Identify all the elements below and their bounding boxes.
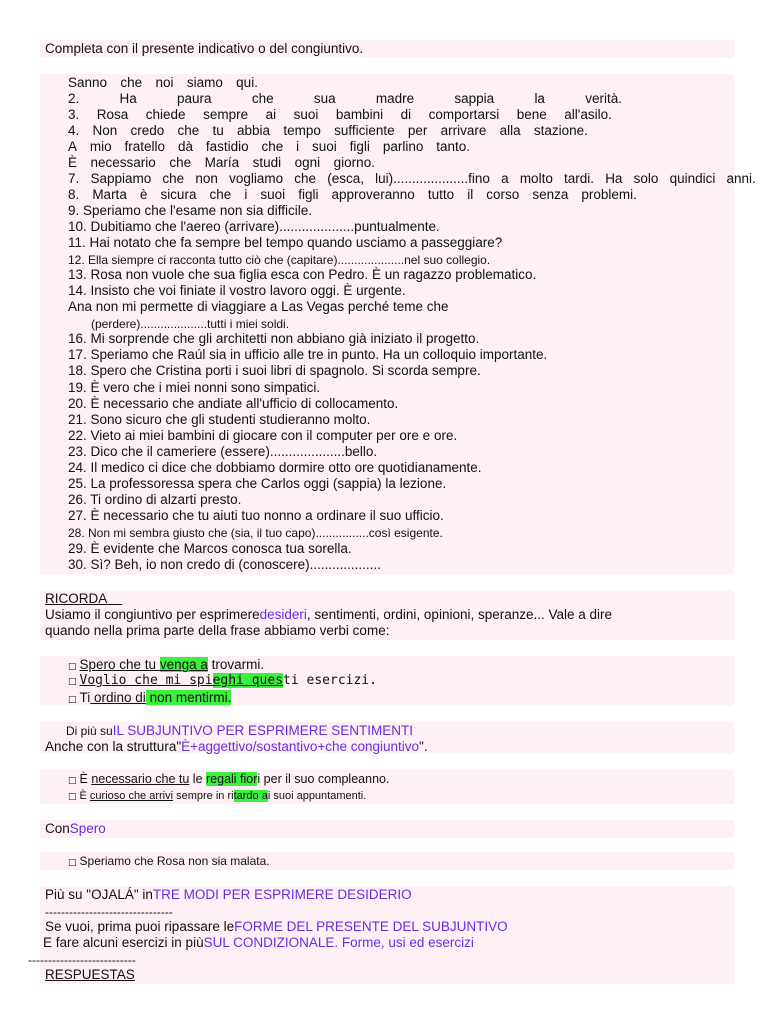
exercise-item: 21. Sono sicuro che gli studenti studieranno molto.	[68, 412, 371, 427]
exercise-item: 10. Dubitiamo che l'aereo (arrivare)....................puntualmente.	[68, 219, 440, 234]
example-item: □ Spero che tu venga a trovarmi.	[68, 657, 265, 672]
bullet-icon: □	[68, 792, 77, 802]
example-item: □ È curioso che arrivi sempre in ritardo ai suoi appuntamenti.	[68, 790, 367, 802]
exercise-item: 26. Ti ordino di alzarti presto.	[68, 492, 242, 507]
bullet-icon: □	[68, 858, 77, 868]
exercise-item: 13. Rosa non vuole che sua figlia esca con Pedro. È un ragazzo problematico.	[68, 267, 537, 282]
link-desideri[interactable]: desideri	[259, 607, 307, 622]
sentimenti-line: Di più suIL SUBJUNTIVO PER ESPRIMERE SENTIMENTI	[66, 723, 413, 738]
exercise-item: È necessario che María studi ogni giorno.	[68, 155, 375, 170]
exercise-item: 23. Dico che il cameriere (essere)....................bello.	[68, 444, 378, 459]
ricorda-heading: RICORDA	[45, 591, 108, 606]
bullet-icon: □	[68, 776, 77, 786]
ricorda-text-2: quando nella prima parte della frase abbiamo verbi come:	[45, 623, 390, 638]
link-forme-presente[interactable]: FORME DEL PRESENTE DEL SUBJUNTIVO	[234, 919, 508, 934]
example-item: □ Speriamo che Rosa non sia malata.	[68, 854, 270, 868]
exercise-item: 29. È evidente che Marcos conosca tua sorella.	[68, 541, 352, 556]
exercise-item: A mio fratello dà fastidio che i suoi figli parlino tanto.	[68, 139, 470, 154]
exercise-item: 24. Il medico ci dice che dobbiamo dormire otto ore quotidianamente.	[68, 460, 482, 475]
exercise-item: 8. Marta è sicura che i suoi figli approveranno tutto il corso senza problemi.	[68, 187, 637, 202]
example-item: □ Voglio che mi spieghi questi esercizi.	[68, 673, 377, 688]
ripassare-line: Se vuoi, prima puoi ripassare leFORME DEL PRESENTE DEL SUBJUNTIVO	[45, 919, 508, 934]
exercise-item: 16. Mi sorprende che gli architetti non abbiano già iniziato il progetto.	[68, 331, 480, 346]
exercise-item: 14. Insisto che voi finiate il vostro lavoro oggi. È urgente.	[68, 283, 406, 298]
exercise-item: 3. Rosa chiede sempre ai suoi bambini di comportarsi bene all'asilo.	[68, 107, 612, 122]
band-con	[40, 820, 734, 838]
exercise-item: 11. Hai notato che fa sempre bel tempo quando usciamo a passeggiare?	[68, 235, 503, 250]
exercise-item: Ana non mi permette di viaggiare a Las Vegas perché teme che	[68, 299, 449, 314]
example-item: □ È necessario che tu le regali fiori per il suo compleanno.	[68, 772, 390, 786]
page-title: Completa con il presente indicativo o del congiuntivo.	[45, 41, 364, 56]
exercise-item: 9. Speriamo che l'esame non sia difficile.	[68, 203, 312, 218]
link-tre-modi[interactable]: TRE MODI PER ESPRIMERE DESIDERIO	[152, 887, 412, 902]
link-struttura[interactable]: È+aggettivo/sostantivo+che congiuntivo	[181, 739, 420, 754]
bullet-icon: □	[68, 695, 77, 705]
exercise-item: 12. Ella siempre ci racconta tutto ciò che (capitare)....................nel suo collegio.	[68, 253, 491, 267]
link-spero[interactable]: Spero	[69, 821, 106, 836]
divider-dashes: --------------------------------	[45, 905, 173, 919]
ricorda-text: Usiamo il congiuntivo per esprimeredesideri, sentimenti, ordini, opinioni, speranze... Vale a dire	[45, 607, 613, 622]
struttura-line: Anche con la struttura"È+aggettivo/sostantivo+che congiuntivo".	[45, 739, 428, 754]
exercise-item: 20. È necessario che andiate all'ufficio di collocamento.	[68, 396, 399, 411]
exercise-item: 28. Non mi sembra giusto che (sia, il tuo capo)................così esigente.	[68, 526, 443, 540]
bullet-icon: □	[68, 677, 77, 687]
exercise-item: 27. È necessario che tu aiuti tuo nonno a ordinare il suo ufficio.	[68, 508, 444, 523]
exercise-item: 25. La professoressa spera che Carlos oggi (sappia) la lezione.	[68, 476, 447, 491]
condizionale-line: E fare alcuni esercizi in piùSUL CONDIZIONALE. Forme, usi ed esercizi	[43, 935, 474, 950]
exercise-item: 7. Sappiamo che non vogliamo che (esca, lui)....................fino a molto tardi. Ha solo quindici anni.	[68, 171, 756, 186]
exercise-item: 4. Non credo che tu abbia tempo sufficiente per arrivare alla stazione.	[68, 123, 588, 138]
bullet-icon: □	[68, 662, 77, 672]
con-spero-line: ConSpero	[45, 821, 106, 836]
divider-dashes-2: ---------------------------	[28, 953, 136, 967]
exercise-item: 30. Sì? Beh, io non credo di (conoscere)...................	[68, 557, 381, 572]
exercise-item: Sanno che noi siamo qui.	[68, 75, 258, 90]
link-sentimenti[interactable]: IL SUBJUNTIVO PER ESPRIMERE SENTIMENTI	[112, 723, 413, 738]
exercise-item: (perdere)....................tutti i miei soldi.	[91, 317, 290, 331]
exercise-item: 18. Spero che Cristina porti i suoi libri di spagnolo. Si scorda sempre.	[68, 363, 481, 378]
exercise-item: 19. È vero che i miei nonni sono simpatici.	[68, 380, 321, 395]
example-item: □ Ti ordino di non mentirmi.	[68, 690, 232, 705]
exercise-item: 17. Speriamo che Raúl sia in ufficio alle tre in punto. Ha un colloquio importante.	[68, 347, 548, 362]
link-condizionale[interactable]: SUL CONDIZIONALE. Forme, usi ed esercizi	[203, 935, 474, 950]
respuestas-heading: RESPUESTAS	[45, 967, 135, 982]
ojala-line: Più su "OJALÁ" inTRE MODI PER ESPRIMERE DESIDERIO	[45, 887, 412, 902]
exercise-item: 2. Ha paura che sua madre sappia la verità.	[68, 91, 622, 106]
exercise-item: 22. Vieto ai miei bambini di giocare con il computer per ore e ore.	[68, 428, 458, 443]
